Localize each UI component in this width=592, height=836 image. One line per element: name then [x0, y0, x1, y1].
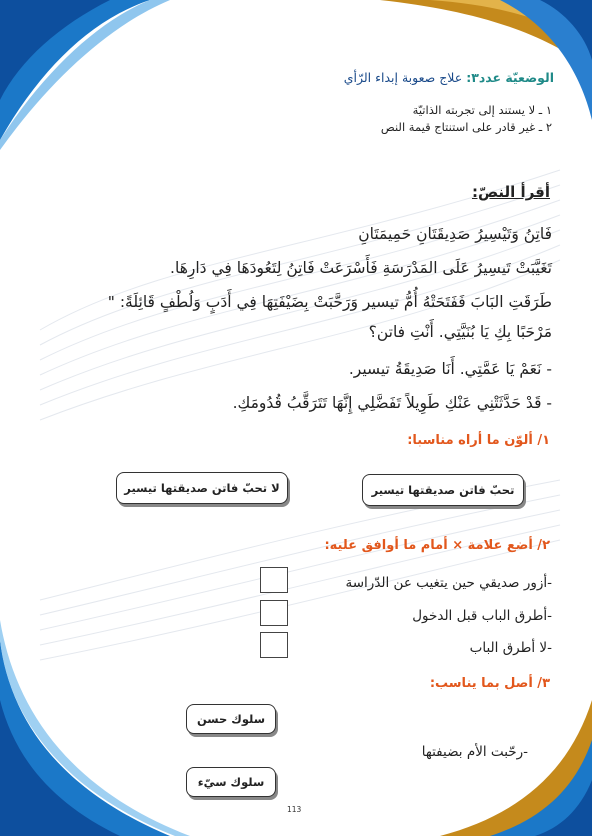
bad-behavior-label: سلوك سيّء	[197, 775, 265, 789]
situation-title: علاج صعوبة إبداء الرّأي	[343, 70, 463, 85]
situation-header	[344, 70, 554, 85]
agree-item-3: -لا أطرق الباب	[469, 640, 552, 656]
passage-line-3: طَرَقَتِ البَابَ فَفَتَحَتْهُ أُمُّ تيسير وَرَحَّبَتْ بِضَيْفَتِهَا فِي أَدَبٍ وَلُطْفٍ قَائِلَةً: "	[107, 293, 552, 311]
checkbox-2[interactable]	[260, 600, 288, 626]
read-heading: أقرأ النصّ:	[471, 183, 550, 201]
option-not-loves-friend[interactable]	[116, 472, 288, 504]
multiply-mark-icon: ×	[452, 538, 464, 553]
option-loves-friend[interactable]	[362, 474, 524, 506]
question-2-title-part2: أمام ما أوافق عليه:	[324, 538, 448, 553]
bad-behavior-box[interactable]	[186, 767, 276, 797]
checkbox-1[interactable]	[260, 567, 288, 593]
passage-line-2: تَغَيَّبَتْ تَيسِيرُ عَلَى المَدْرَسَةِ فَأَسْرَعَتْ فَاتِنُ لِتَعُودَهَا فِي دَارِهَا.	[170, 259, 552, 277]
agree-item-2: -أطرق الباب قبل الدخول	[412, 608, 552, 624]
question-3-title: ٣/ أصل بما يناسب:	[429, 676, 550, 691]
match-statement: -رحّبت الأم بضيفتها	[421, 744, 528, 760]
page-number: 113	[287, 805, 302, 814]
question-1-title: ١/ ألوّن ما أراه مناسبا:	[407, 433, 550, 448]
agree-item-1: -أزور صديقي حين يتغيب عن الدّراسة	[345, 575, 552, 591]
objective-1: ١ ـ لا يستند إلى تجربته الذاتيّة	[412, 103, 552, 117]
option-loves-friend-label: تحبّ فاتن صديقتها تيسير	[371, 483, 515, 497]
passage-line-4: مَرْحَبًا بِكِ يَا بُنَيَّتِي. أَنْتِ فاتن؟	[368, 323, 552, 341]
good-behavior-label: سلوك حسن	[196, 712, 266, 726]
situation-label: الوضعيّة عدد٣:	[466, 70, 554, 85]
question-2-title	[324, 538, 550, 553]
passage-line-6: - قَدْ حَدَّثَتْنِي عَنْكِ طَوِيلاً تَفَضَّلِي إِنَّهَا تَتَرَقَّبُ قُدُومَكِ.	[232, 394, 552, 412]
objective-2: ٢ ـ غير قادر على استنتاج قيمة النص	[380, 120, 552, 134]
passage-line-1: فَاتِنُ وَتَيْسِيرُ صَدِيقَتَانِ حَمِيمَتَانِ	[358, 225, 552, 243]
good-behavior-box[interactable]	[186, 704, 276, 734]
option-not-loves-friend-label: لا تحبّ فاتن صديقتها تيسير	[124, 481, 280, 495]
checkbox-3[interactable]	[260, 632, 288, 658]
passage-line-5: - نَعَمْ يَا عَمَّتِي. أَنَا صَدِيقَةُ تيسير.	[348, 360, 552, 378]
question-2-title-part1: ٢/ أضع علامة	[467, 538, 550, 553]
